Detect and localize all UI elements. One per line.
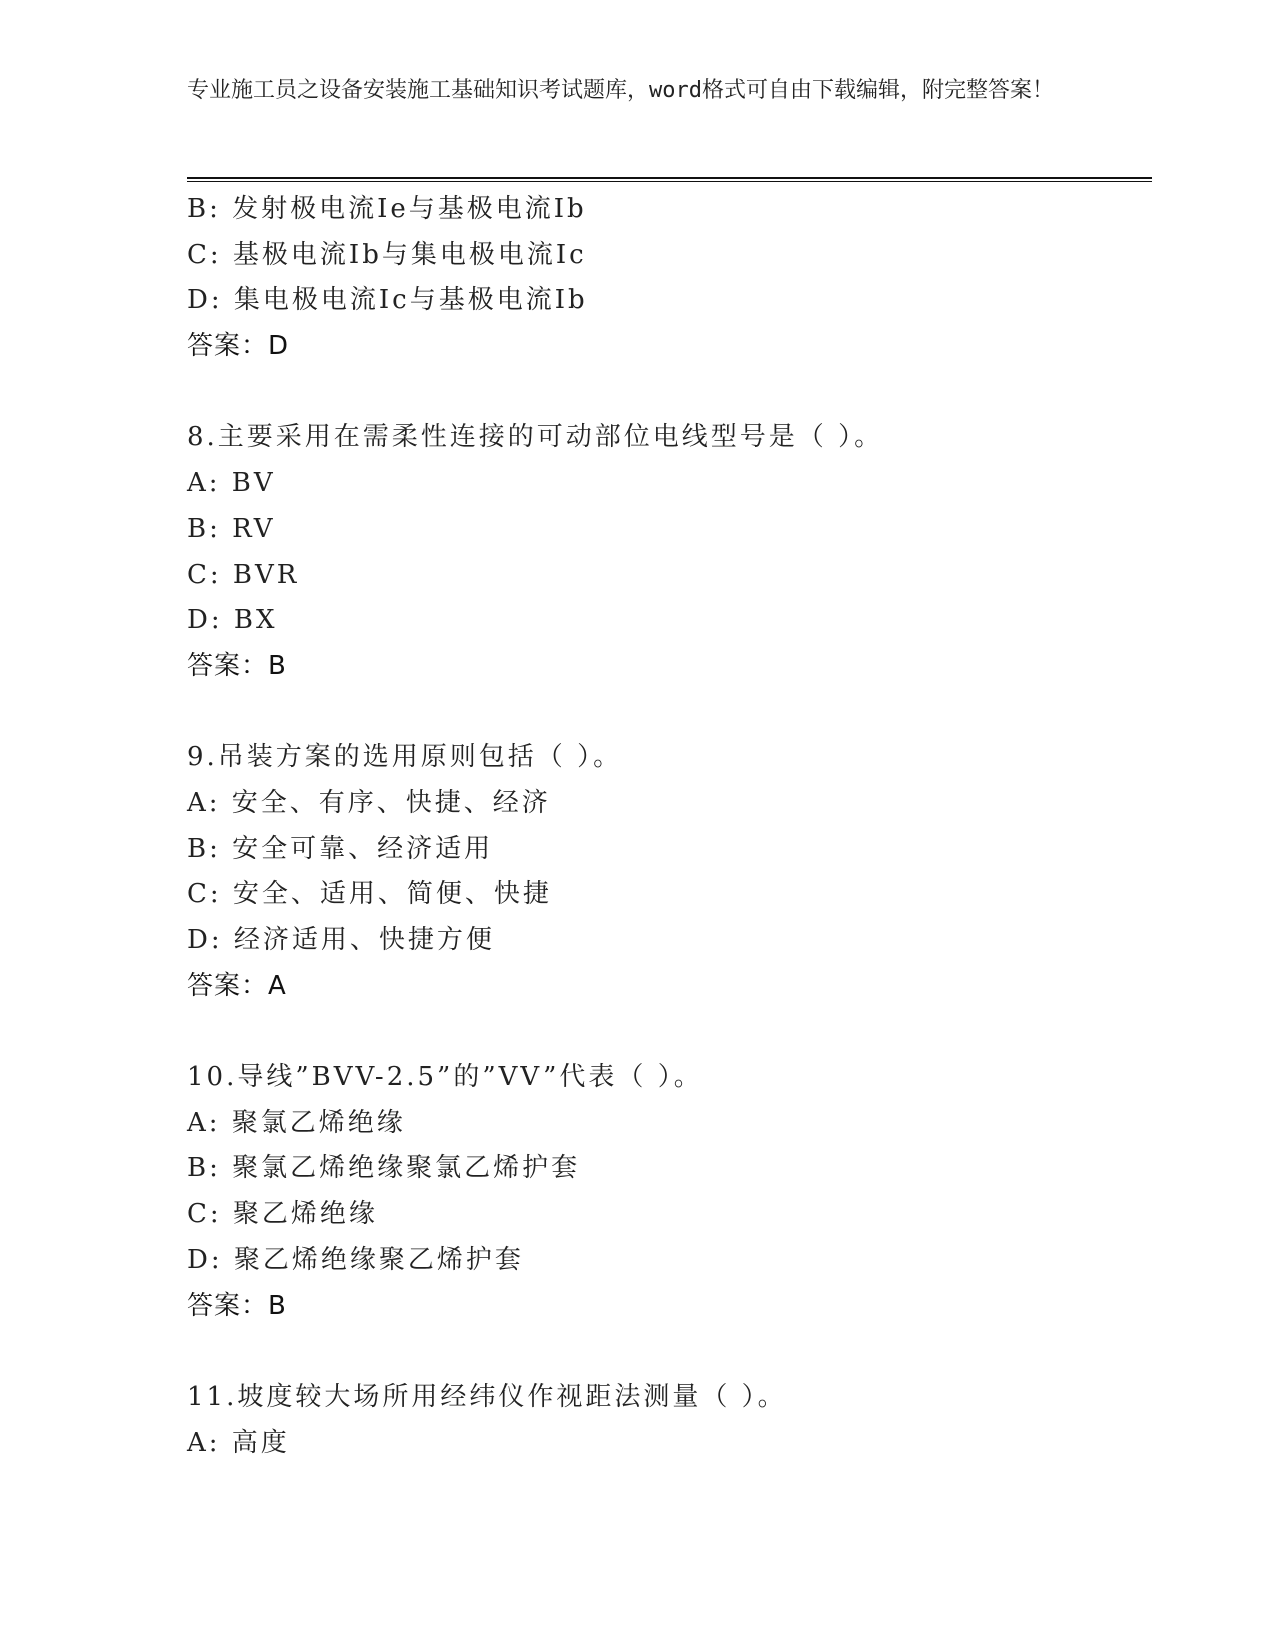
spacer <box>187 370 1152 416</box>
answer-line: 答案：B <box>187 650 287 681</box>
option-a: A: 聚氯乙烯绝缘 <box>187 1107 406 1138</box>
spacer <box>187 1009 1152 1055</box>
document-header: 专业施工员之设备安装施工基础知识考试题库，word格式可自由下载编辑，附完整答案！ <box>187 78 1054 103</box>
option-b: B: 安全可靠、经济适用 <box>187 833 494 864</box>
question-stem: 11.坡度较大场所用经纬仪作视距法测量（ ）。 <box>187 1381 787 1412</box>
option-c: C: 安全、适用、简便、快捷 <box>187 879 552 910</box>
question-stem: 10.导线”BVV-2.5”的”VV”代表（ ）。 <box>187 1062 703 1093</box>
answer-line: 答案：D <box>187 331 290 362</box>
question-9 <box>187 735 1152 1009</box>
question-stem: 9.吊装方案的选用原则包括（ ）。 <box>187 742 623 773</box>
option-a: A: 高度 <box>187 1427 290 1458</box>
option-a: A: BV <box>187 468 276 499</box>
option-b: B: RV <box>187 513 276 544</box>
answer-line: 答案：A <box>187 970 287 1001</box>
header-rule-thin <box>187 181 1152 182</box>
question-10 <box>187 1055 1152 1329</box>
option-c: C: BVR <box>187 559 300 590</box>
spacer <box>187 1329 1152 1375</box>
option-d: D: 聚乙烯绝缘聚乙烯护套 <box>187 1244 524 1275</box>
option-c: C: 聚乙烯绝缘 <box>187 1199 378 1230</box>
option-d: D: 集电极电流Ic与基极电流Ib <box>187 285 588 316</box>
option-b: B: 聚氯乙烯绝缘聚氯乙烯护套 <box>187 1153 581 1184</box>
option-b: B: 发射极电流Ie与基极电流Ib <box>187 194 587 224</box>
option-a: A: 安全、有序、快捷、经济 <box>187 787 551 818</box>
spacer <box>187 690 1152 736</box>
carryover-question <box>187 187 1152 370</box>
question-stem: 8.主要采用在需柔性连接的可动部位电线型号是（ ）。 <box>187 422 884 453</box>
option-d: D: BX <box>187 605 278 636</box>
question-content <box>187 187 1152 1466</box>
option-c: C: 基极电流Ib与集电极电流Ic <box>187 239 587 270</box>
question-8 <box>187 415 1152 689</box>
question-11 <box>187 1375 1152 1466</box>
answer-line: 答案：B <box>187 1290 287 1321</box>
option-d: D: 经济适用、快捷方便 <box>187 925 495 955</box>
header-rule-thick <box>187 177 1152 179</box>
